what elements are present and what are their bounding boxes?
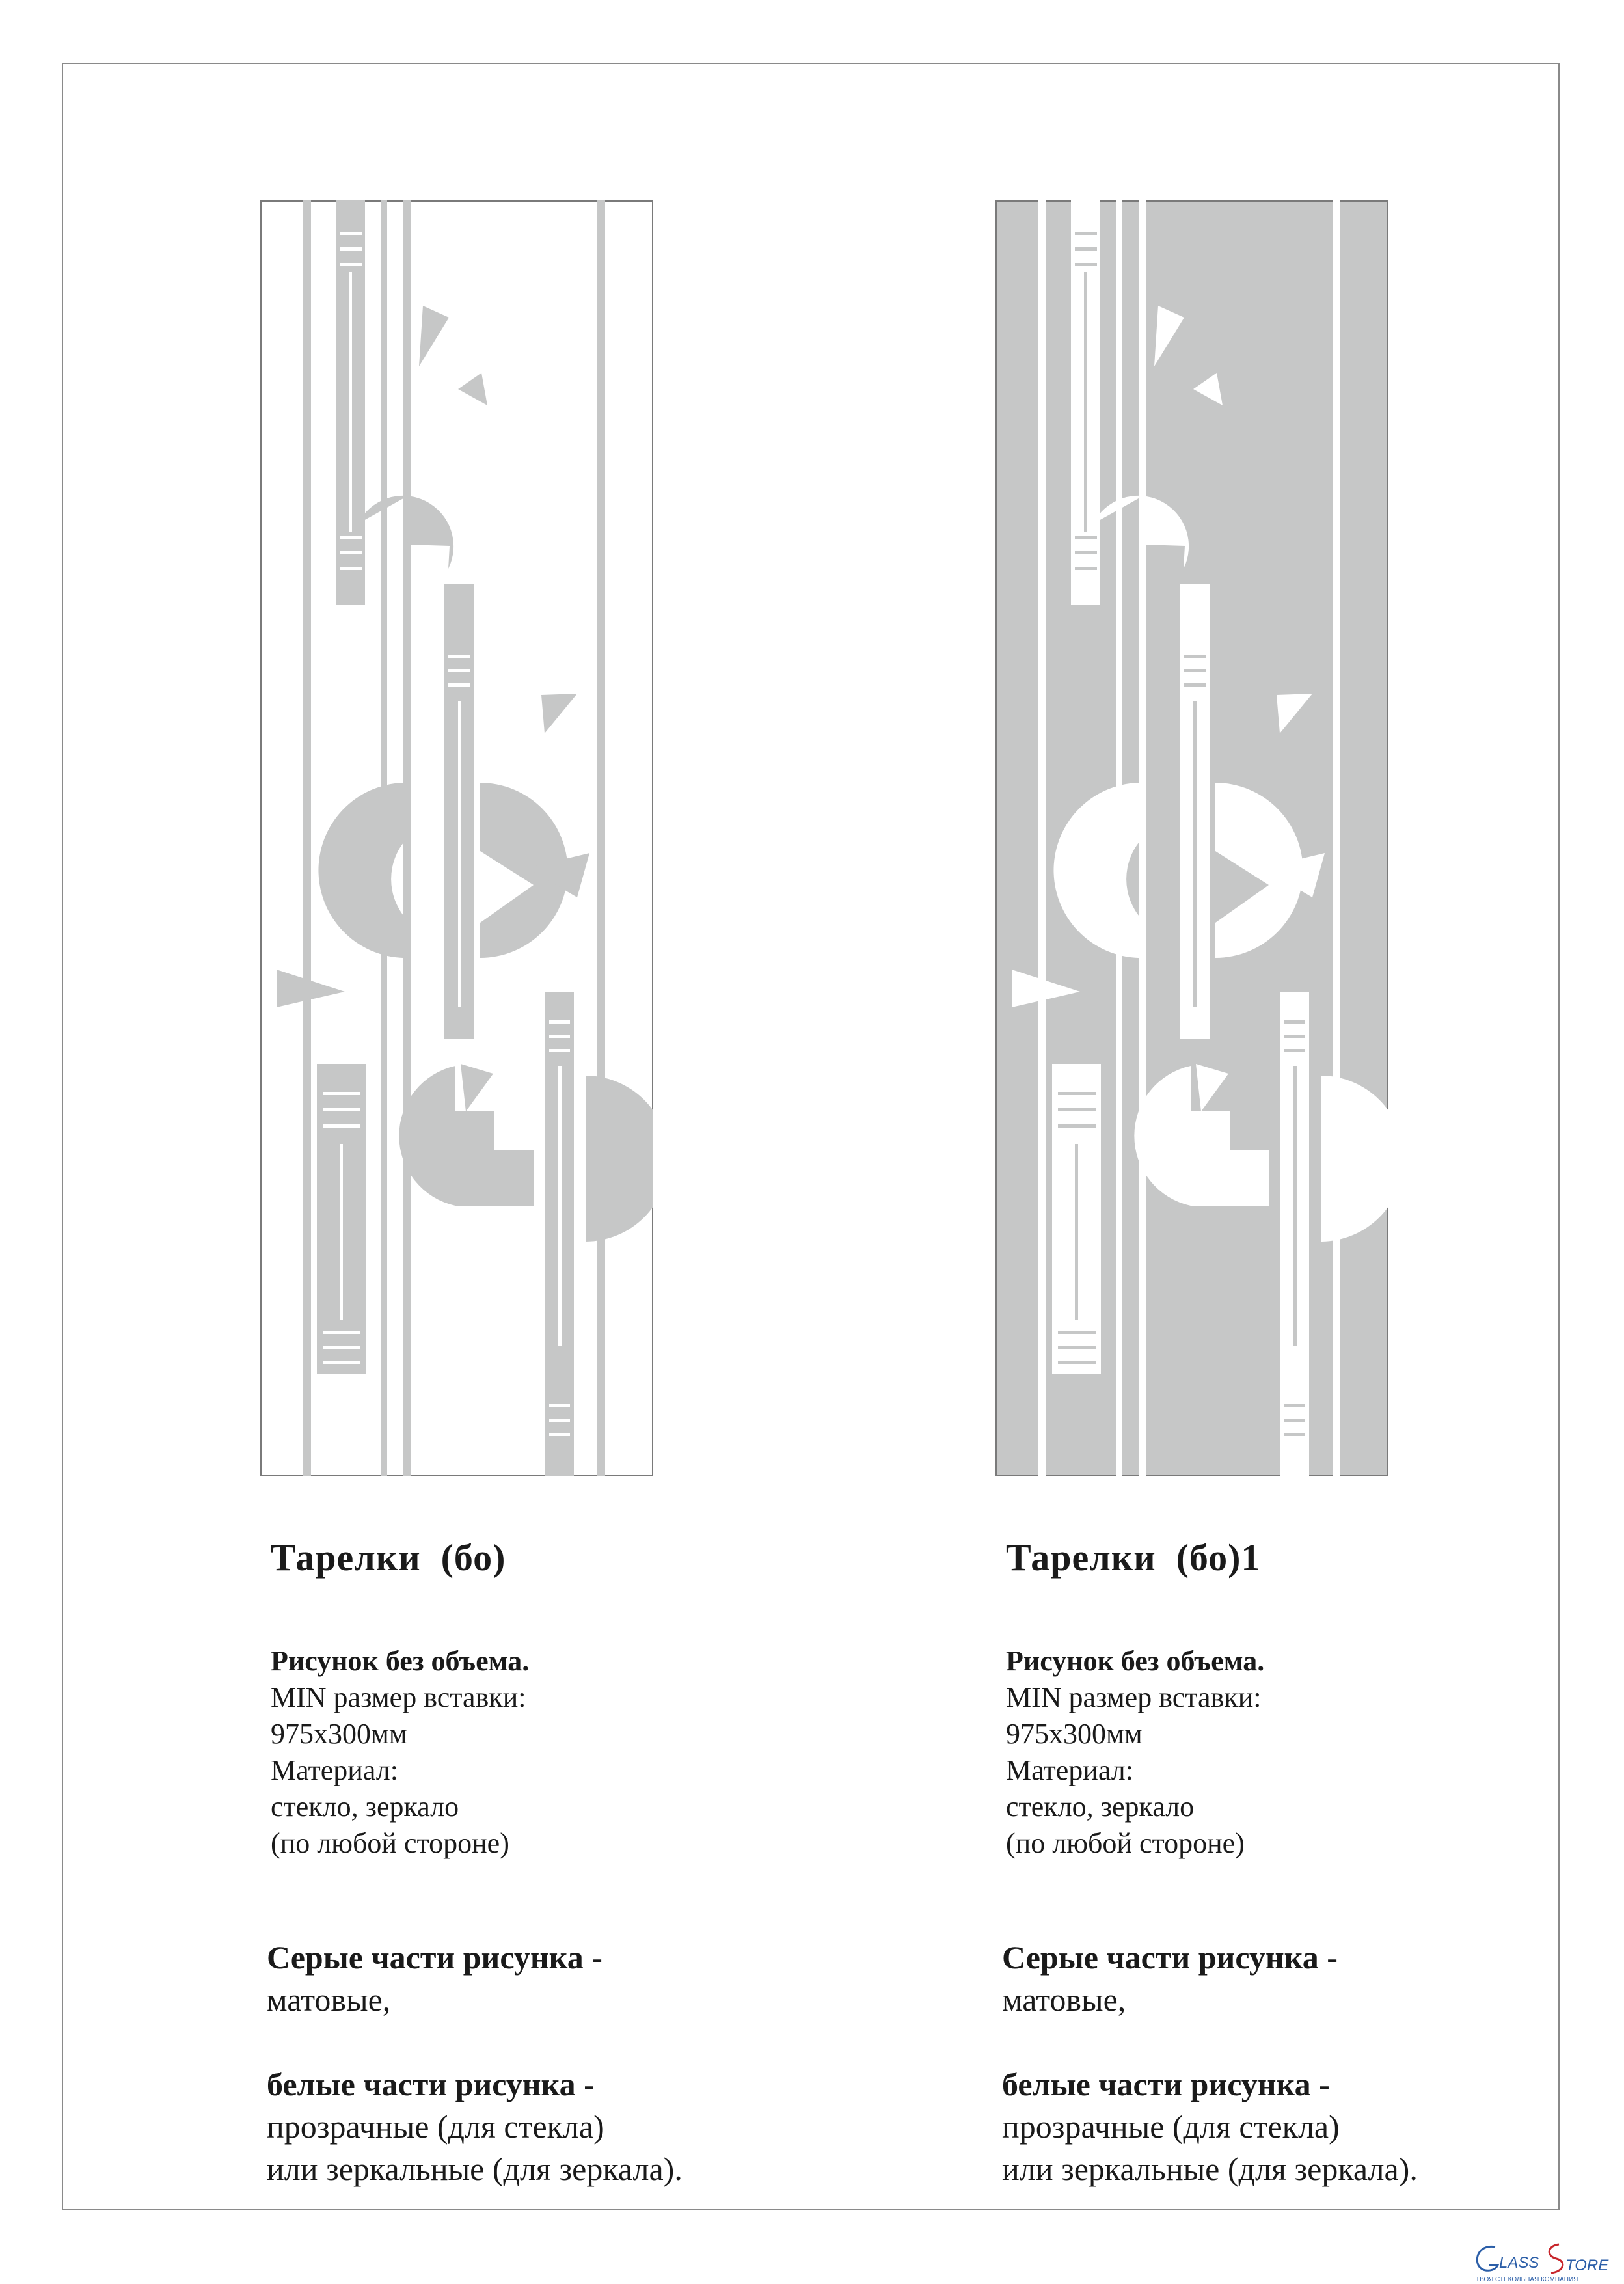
pattern-panel-matte-on-clear <box>260 200 653 1476</box>
legend-white-dash: - <box>575 2066 595 2102</box>
legend-white-desc-1: прозрачные (для стекла) <box>1002 2108 1340 2145</box>
legend-white-title: белые части рисунка <box>1002 2066 1311 2102</box>
legend-gray-desc: матовые, <box>267 1981 391 2018</box>
legend-white-dash: - <box>1310 2066 1330 2102</box>
legend-gray-title: Серые части рисунка <box>267 1939 584 1976</box>
description-right <box>1002 1536 1588 2190</box>
spec-min-size-value: 975х300мм <box>271 1718 407 1750</box>
legend-white-desc-1: прозрачные (для стекла) <box>267 2108 604 2145</box>
product-title: Тарелки (бо) <box>271 1536 506 1579</box>
pattern-panel-clear-on-matte <box>995 200 1388 1476</box>
spec-min-size-label: MIN размер вставки: <box>1006 1681 1262 1713</box>
legend-white-desc-2: или зеркальные (для зеркала). <box>1002 2151 1418 2187</box>
spec-material-value: стекло, зеркало <box>271 1791 459 1823</box>
logo-s-glyph <box>1549 2244 1563 2273</box>
logo-tagline: ТВОЯ СТЕКОЛЬНАЯ КОМПАНИЯ <box>1476 2276 1578 2283</box>
spec-block <box>1006 1643 1588 1862</box>
legend-white-title: белые части рисунка <box>267 2066 576 2102</box>
spec-side-note: (по любой стороне) <box>271 1827 509 1859</box>
legend-block <box>267 1937 852 2190</box>
logo-text-right: TORE <box>1565 2257 1609 2274</box>
legend-gray-dash: - <box>1318 1939 1338 1976</box>
spec-material-label: Материал: <box>1006 1754 1133 1786</box>
spec-block <box>271 1643 852 1862</box>
spec-material-value: стекло, зеркало <box>1006 1791 1195 1823</box>
legend-white-desc-2: или зеркальные (для зеркала). <box>267 2151 683 2187</box>
spec-min-size-label: MIN размер вставки: <box>271 1681 526 1713</box>
spec-material-label: Материал: <box>271 1754 398 1786</box>
legend-gray-title: Серые части рисунка <box>1002 1939 1319 1976</box>
legend-gray-dash: - <box>583 1939 602 1976</box>
spec-heading: Рисунок без объема. <box>1006 1645 1265 1677</box>
description-left <box>267 1536 852 2190</box>
legend-gray-desc: матовые, <box>1002 1981 1126 2018</box>
glass-store-logo <box>1469 2242 1624 2284</box>
logo-g-glyph <box>1477 2246 1498 2270</box>
spec-min-size-value: 975х300мм <box>1006 1718 1143 1750</box>
spec-side-note: (по любой стороне) <box>1006 1827 1245 1859</box>
legend-block <box>1002 1937 1588 2190</box>
product-title: Тарелки (бо)1 <box>1006 1536 1261 1579</box>
spec-heading: Рисунок без объема. <box>271 1645 530 1677</box>
logo-text-left: LASS <box>1499 2254 1539 2272</box>
